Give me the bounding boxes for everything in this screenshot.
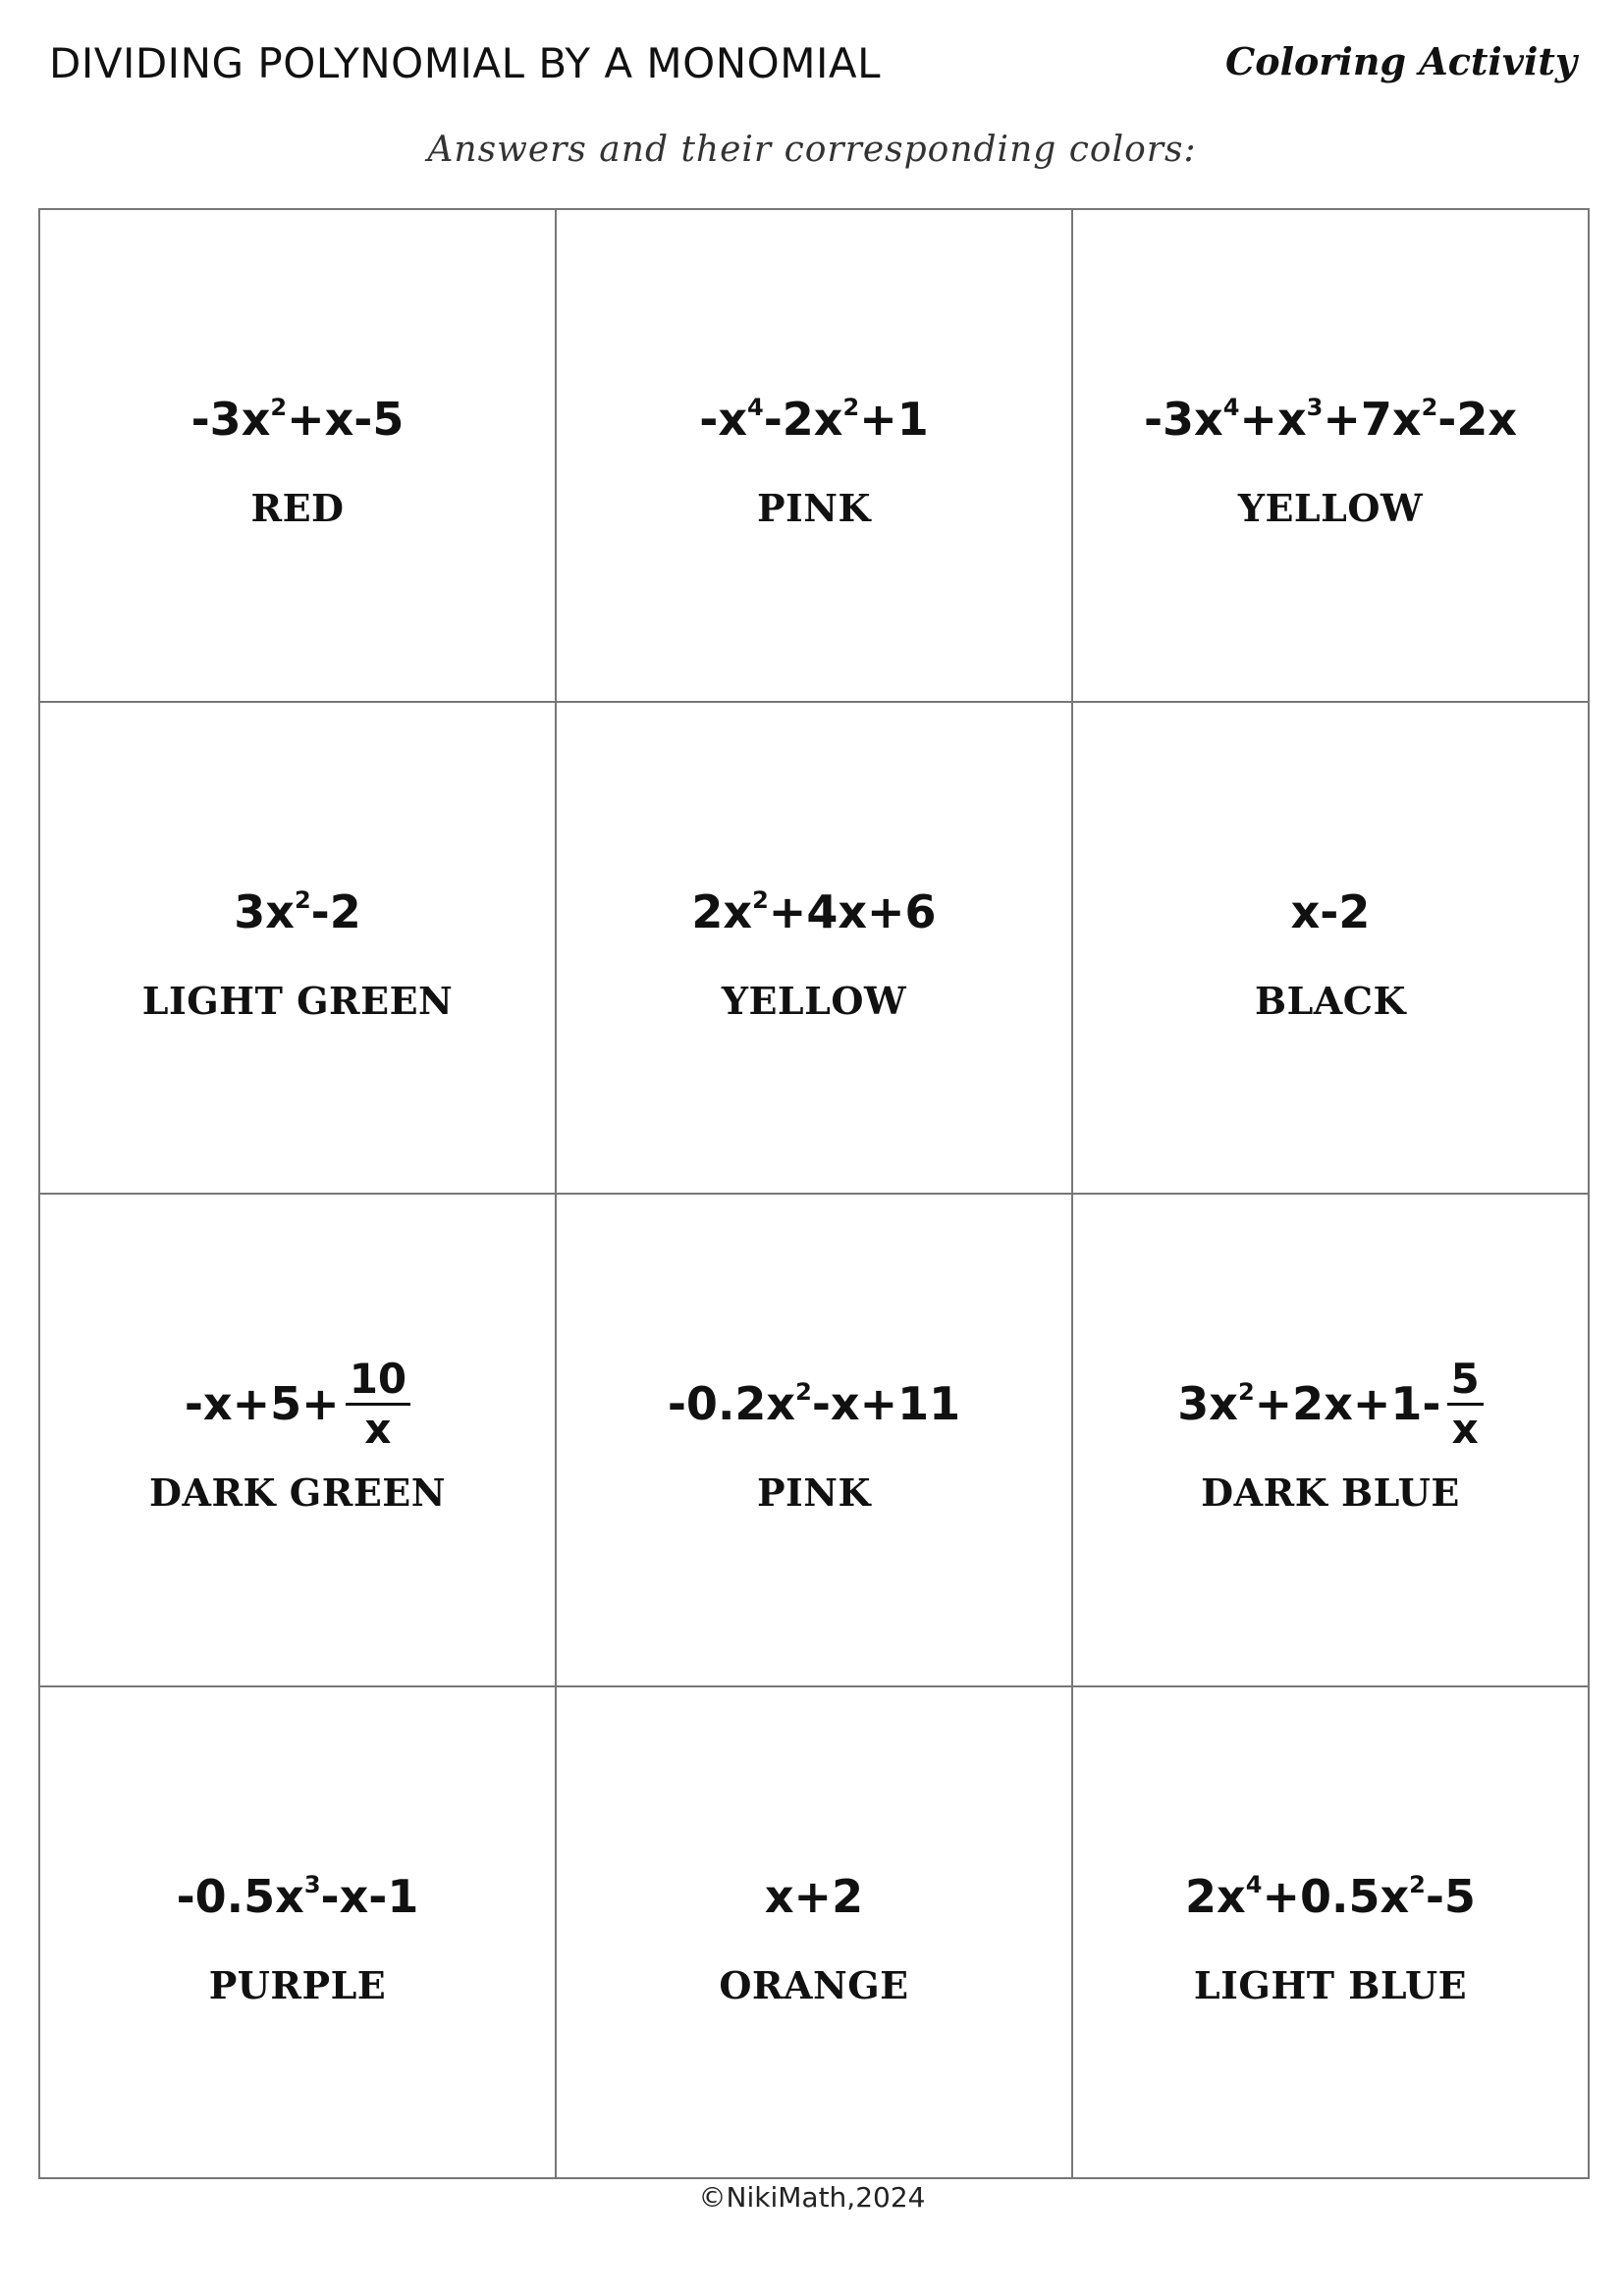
answer-expression: -3x $^4$ +x $^3$ +7x $^2$ -2x [1143,393,1518,447]
color-name: PINK [756,1470,872,1516]
answer-cell [1073,210,1590,703]
color-name: ORANGE [719,1962,909,2007]
fraction-denominator: x [364,1404,392,1453]
color-name: DARK GREEN [149,1470,446,1516]
answer-expression: 3x $^2$ +2x+1- $\frac{5}{x}$ [1177,1355,1484,1453]
answer-expression: -0.5x $^3$ -x-1 [176,1869,419,1923]
color-name: LIGHT BLUE [1193,1962,1468,2007]
worksheet-title: DIVIDING POLYNOMIAL BY A MONOMIAL [49,39,881,87]
color-name: DARK BLUE [1201,1470,1460,1516]
answer-expression: 2x $^4$ +0.5x $^2$ -5 [1185,1869,1476,1923]
answer-expression: -x+5+ $\frac{10}{x}$ [185,1355,410,1453]
color-name: BLACK [1254,978,1407,1023]
answer-cell [40,703,557,1196]
fraction [346,1354,410,1453]
fraction-denominator: x [1451,1404,1479,1453]
answer-cell [40,1195,557,1687]
answers-subtitle: Answers and their corresponding colors: [427,130,1197,170]
fraction-numerator: 10 [346,1358,410,1406]
answer-expression: -3x $^2$ +x-5 [190,393,405,447]
answer-cell [557,210,1073,703]
answer-cell [557,1687,1073,2180]
activity-label: Coloring Activity [1225,39,1578,83]
answer-expression: 3x $^2$ -2 [234,884,361,938]
answer-cell [1073,1195,1590,1687]
color-name: LIGHT GREEN [141,978,454,1023]
answer-cell [557,703,1073,1196]
answer-cell [40,210,557,703]
answer-cell [557,1195,1073,1687]
answer-cell [40,1687,557,2180]
answer-cell [1073,1687,1590,2180]
answer-expression: x+2 [764,1869,864,1923]
color-name: YELLOW [1237,486,1424,531]
color-name: YELLOW [721,978,907,1023]
color-name: PURPLE [208,1962,387,2007]
copyright-footer: ©NikiMath,2024 [698,2181,926,2214]
answer-color-grid [38,208,1590,2179]
answer-cell [1073,703,1590,1196]
color-name: RED [250,486,345,531]
answer-expression: -x $^4$ -2x $^2$ +1 [699,393,929,447]
answer-expression: x-2 [1290,884,1371,938]
answer-expression: -0.2x $^2$ -x+11 [667,1377,961,1431]
fraction-numerator: 5 [1447,1358,1484,1406]
answer-expression: 2x $^2$ +4x+6 [691,884,937,938]
fraction [1447,1354,1484,1453]
color-name: PINK [756,486,872,531]
